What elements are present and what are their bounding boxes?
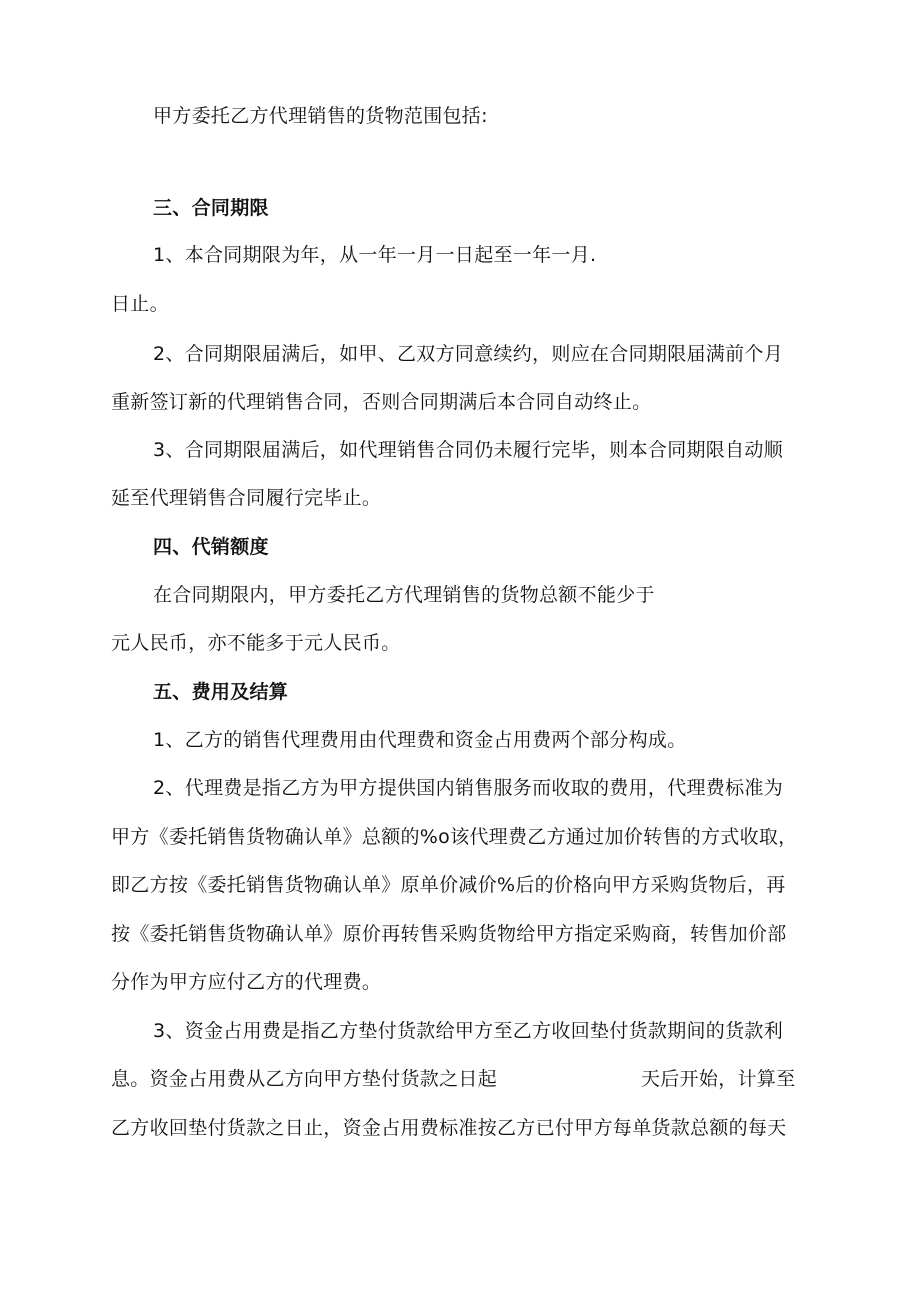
clause-5-2-line-2: 甲方《委托销售货物确认单》总额的%o该代理费乙方通过加价转售的方式收取， <box>111 826 798 848</box>
clause-5-3-line-2a: 息。资金占用费从乙方向甲方垫付货款之日起 <box>111 1068 498 1090</box>
scope-paragraph: 甲方委托乙方代理销售的货物范围包括: <box>153 105 488 127</box>
clause-5-3-line-1: 3、资金占用费是指乙方垫付货款给甲方至乙方收回垫付货款期间的货款利 <box>153 1020 783 1042</box>
quota-paragraph-line-2: 元人民币，亦不能多于元人民币。 <box>111 632 401 654</box>
clause-3-3-line-1: 3、合同期限届满后，如代理销售合同仍未履行完毕，则本合同期限自动顺 <box>153 439 783 461</box>
section-heading-quota: 四、代销额度 <box>153 536 269 558</box>
clause-5-3-line-2b: 天后开始，计算至 <box>641 1068 796 1090</box>
clause-5-2-line-4: 按《委托销售货物确认单》原价再转售采购货物给甲方指定采购商，转售加价部 <box>111 923 787 945</box>
clause-3-1-line-2: 日止。 <box>111 293 169 315</box>
clause-5-1: 1、乙方的销售代理费用由代理费和资金占用费两个部分构成。 <box>153 729 687 751</box>
clause-5-2-line-3: 即乙方按《委托销售货物确认单》原单价减价%后的价格向甲方采购货物后，再 <box>111 874 786 896</box>
clause-3-2-line-1: 2、合同期限届满后，如甲、乙双方同意续约，则应在合同期限届满前个月 <box>153 343 783 365</box>
clause-5-2-line-1: 2、代理费是指乙方为甲方提供国内销售服务而收取的费用，代理费标准为 <box>153 777 783 799</box>
section-heading-fees: 五、费用及结算 <box>153 681 289 703</box>
clause-5-3-line-3: 乙方收回垫付货款之日止，资金占用费标准按乙方已付甲方每单货款总额的每天 <box>111 1117 787 1139</box>
clause-3-3-line-2: 延至代理销售合同履行完毕止。 <box>111 487 382 509</box>
section-heading-term: 三、合同期限 <box>153 197 269 219</box>
clause-5-2-line-5: 分作为甲方应付乙方的代理费。 <box>111 971 382 993</box>
quota-paragraph-line-1: 在合同期限内，甲方委托乙方代理销售的货物总额不能少于 <box>153 584 655 606</box>
clause-3-1-line-1: 1、本合同期限为年，从一年一月一日起至一年一月. <box>153 244 597 266</box>
clause-3-2-line-2: 重新签订新的代理销售合同，否则合同期满后本合同自动终止。 <box>111 391 652 413</box>
